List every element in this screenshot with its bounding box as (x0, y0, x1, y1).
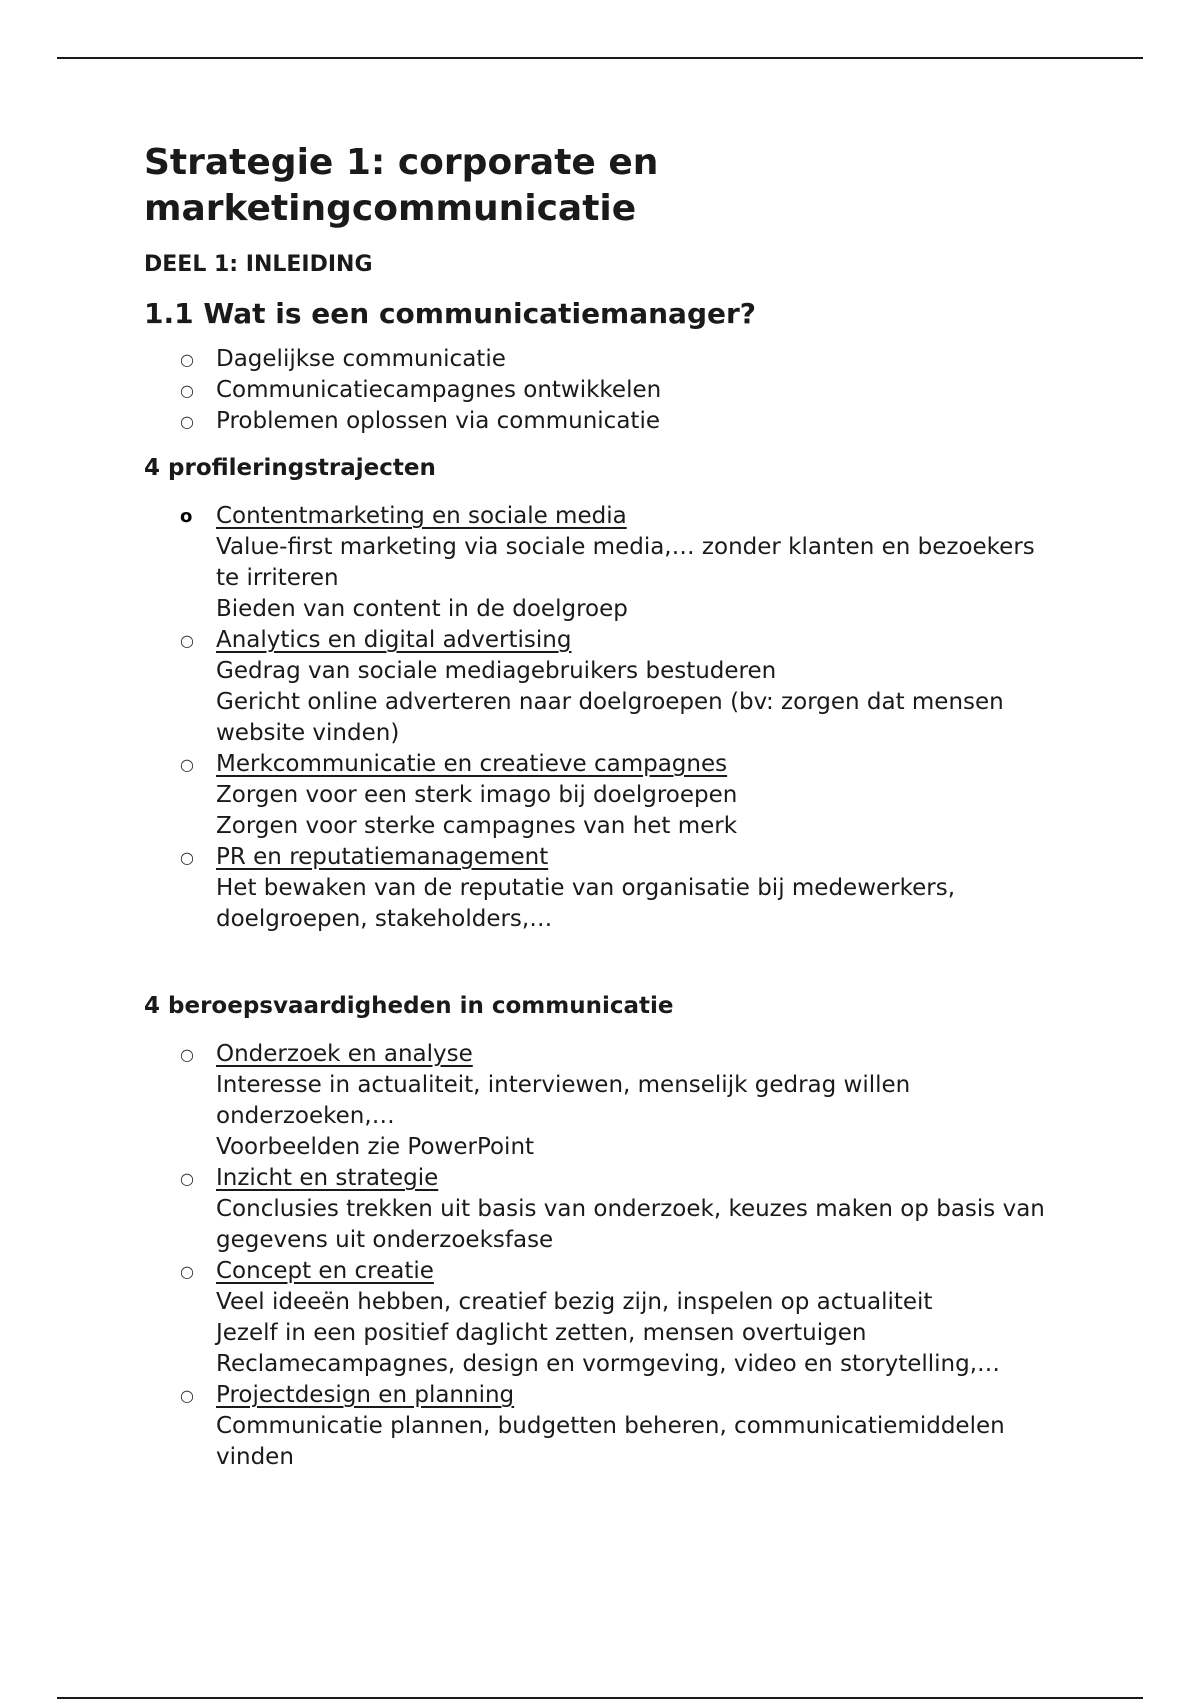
profile-title: Contentmarketing en sociale media (216, 503, 627, 529)
task-text: Problemen oplossen via communicatie (216, 408, 660, 434)
profile-line: Het bewaken van de reputatie van organisatie bij medewerkers, doelgroepen, stakeholders,… (216, 875, 956, 932)
skill-line: Voorbeelden zie PowerPoint (216, 1134, 535, 1160)
skill-line: Jezelf in een positief daglicht zetten, mensen overtuigen (216, 1320, 867, 1346)
profile-line: Gericht online adverteren naar doelgroepen (bv: zorgen dat mensen website vinden) (216, 689, 1004, 746)
skill-line: Communicatie plannen, budgetten beheren, communicatiemiddelen vinden (216, 1413, 1005, 1470)
document-title: Strategie 1: corporate en marketingcommunicatie (144, 142, 659, 229)
circle-bullet-icon: ○ (180, 1169, 194, 1188)
list-item (180, 749, 1064, 842)
profiles-heading: 4 profileringstrajecten (144, 455, 436, 481)
task-text: Dagelijkse communicatie (216, 346, 506, 372)
profiles-list (144, 501, 1064, 935)
circle-bullet-icon: ○ (180, 1386, 194, 1405)
list-item (180, 406, 1064, 437)
circle-bullet-icon: ○ (180, 848, 194, 867)
profile-line: Gedrag van sociale mediagebruikers bestuderen (216, 658, 777, 684)
circle-bullet-icon: ○ (180, 412, 194, 431)
list-item (180, 1039, 1064, 1163)
part-heading: DEEL 1: INLEIDING (144, 252, 373, 277)
skill-line: Veel ideeën hebben, creatief bezig zijn, inspelen op actualiteit (216, 1289, 933, 1315)
skills-list (144, 1039, 1064, 1473)
list-item (180, 1380, 1064, 1473)
list-item (180, 1256, 1064, 1380)
circle-bullet-icon: o (180, 506, 193, 527)
skill-title: Projectdesign en planning (216, 1382, 515, 1408)
circle-bullet-icon: ○ (180, 1262, 194, 1281)
section-heading: 1.1 Wat is een communicatiemanager? (144, 297, 757, 330)
skill-line: Interesse in actualiteit, interviewen, menselijk gedrag willen onderzoeken,… (216, 1072, 911, 1129)
profile-title: Analytics en digital advertising (216, 627, 572, 653)
task-list (144, 344, 1064, 437)
bottom-rule (57, 1697, 1143, 1699)
circle-bullet-icon: ○ (180, 350, 194, 369)
list-item (180, 375, 1064, 406)
circle-bullet-icon: ○ (180, 381, 194, 400)
skill-line: Reclamecampagnes, design en vormgeving, video en storytelling,… (216, 1351, 1001, 1377)
task-text: Communicatiecampagnes ontwikkelen (216, 377, 662, 403)
circle-bullet-icon: ○ (180, 755, 194, 774)
profile-line: Zorgen voor een sterk imago bij doelgroepen (216, 782, 738, 808)
list-item (180, 501, 1064, 625)
profile-title: Merkcommunicatie en creatieve campagnes (216, 751, 728, 777)
circle-bullet-icon: ○ (180, 1045, 194, 1064)
skills-heading: 4 beroepsvaardigheden in communicatie (144, 993, 674, 1019)
list-item (180, 842, 1064, 935)
skill-title: Concept en creatie (216, 1258, 434, 1284)
list-item (180, 344, 1064, 375)
skill-line: Conclusies trekken uit basis van onderzoek, keuzes maken op basis van gegevens uit onderzoeksfase (216, 1196, 1045, 1253)
skill-title: Onderzoek en analyse (216, 1041, 473, 1067)
list-item (180, 1163, 1064, 1256)
profile-line: Bieden van content in de doelgroep (216, 596, 628, 622)
top-rule (57, 57, 1143, 59)
skill-title: Inzicht en strategie (216, 1165, 439, 1191)
document-body (144, 140, 1064, 1473)
circle-bullet-icon: ○ (180, 631, 194, 650)
profile-title: PR en reputatiemanagement (216, 844, 549, 870)
profile-line: Zorgen voor sterke campagnes van het merk (216, 813, 738, 839)
list-item (180, 625, 1064, 749)
profile-line: Value-first marketing via sociale media,… zonder klanten en bezoekers te irriteren (216, 534, 1035, 591)
